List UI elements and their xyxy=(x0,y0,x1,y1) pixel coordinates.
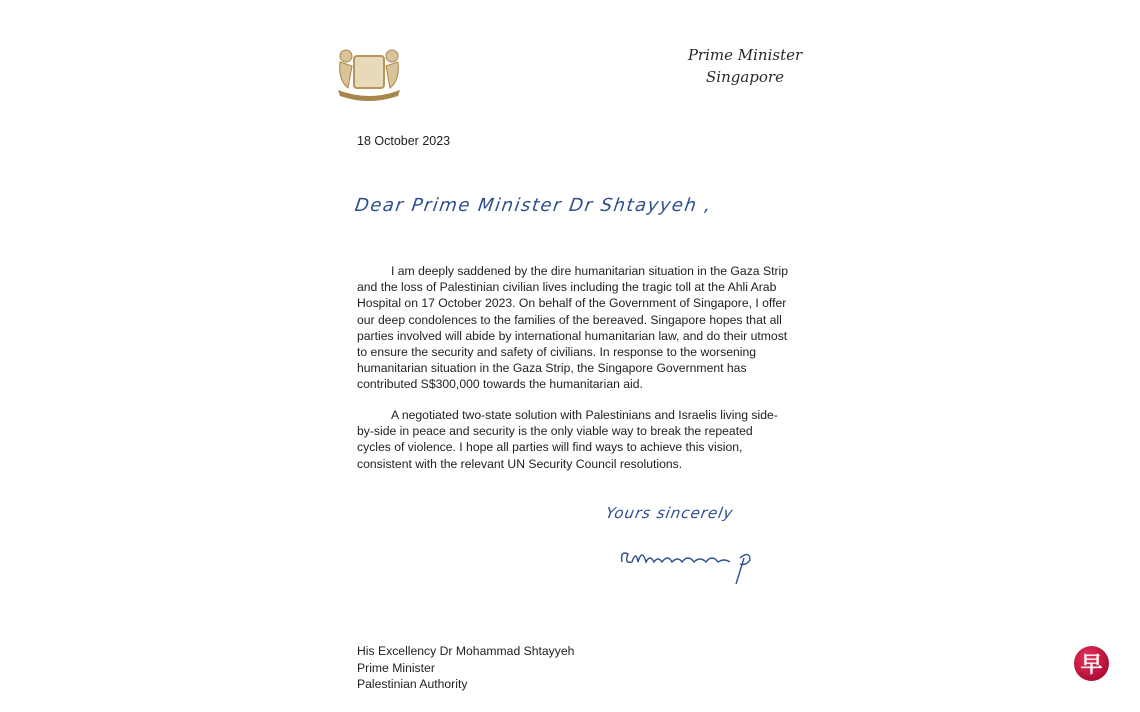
body-paragraph-2 xyxy=(357,407,789,472)
addressee-block xyxy=(357,643,574,693)
coat-of-arms-icon xyxy=(334,44,404,104)
letterhead xyxy=(660,44,830,88)
paragraph-text: A negotiated two-state solution with Palestinians and Israelis living side-by-side in peace and security is the only viable way to break the repeated cycles of violence. I hope all parties will find ways to achieve this vision, consistent with the relevant UN Security Council resolutions. xyxy=(357,408,778,471)
letterhead-country: Singapore xyxy=(706,68,784,86)
closing: Yours sincerely xyxy=(604,504,735,522)
addressee-title: Prime Minister xyxy=(357,660,435,675)
zaobao-logo-icon: 早 xyxy=(1074,646,1109,681)
addressee-organization: Palestinian Authority xyxy=(357,677,468,691)
salutation: Dear Prime Minister Dr Shtayyeh , xyxy=(353,195,714,216)
signature-icon xyxy=(618,540,768,590)
letter-date: 18 October 2023 xyxy=(357,134,451,148)
addressee-name: His Excellency Dr Mohammad Shtayyeh xyxy=(357,644,575,658)
letterhead-title: Prime Minister xyxy=(687,46,803,64)
body-paragraph-1 xyxy=(357,263,789,393)
paragraph-text: I am deeply saddened by the dire humanitarian situation in the Gaza Strip and the loss of Palestinian civilian lives including the tragic toll at the Ahli Arab Hospital on 17 October 2023. On behalf of the Government of Singapore, I offer our deep condolences to the families of the bereaved. Singapore hopes that all parties involved will abide by international humanitarian law, and do their utmost to ensure the security and safety of civilians. In response to the worsening humanitarian situation in the Gaza Strip, the Singapore Government has contributed S$300,000 towards the humanitarian aid. xyxy=(357,264,789,392)
